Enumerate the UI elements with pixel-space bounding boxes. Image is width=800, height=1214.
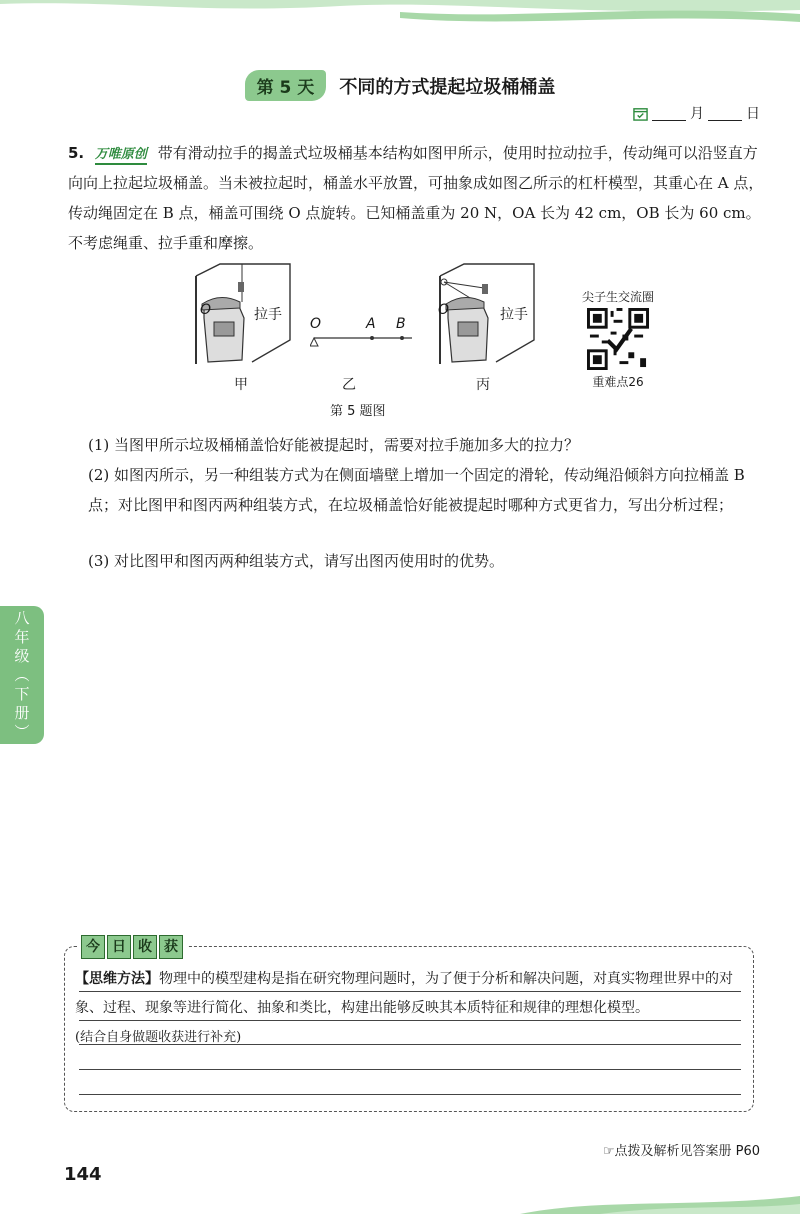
method-label: 【思维方法】 <box>75 971 159 987</box>
label-o-jia: O <box>200 302 212 318</box>
page-title: 不同的方式提起垃圾桶桶盖 <box>339 76 556 98</box>
method-text: 物理中的模型建构是指在研究物理问题时，为了便于分析和解决问题，对真实物理世界中的对象、过程、现象等进行简化、抽象和类比，构建出能够反映其本质特征和规律的理想化模型。 <box>75 971 733 1016</box>
side-tab-char: ︶ <box>14 722 30 741</box>
summary-note: (结合自身做题收获进行补充) <box>75 1030 242 1045</box>
rule-line <box>79 991 741 992</box>
date-row <box>633 103 760 123</box>
question-figure <box>190 262 690 422</box>
side-tab-char: 下 <box>14 684 30 703</box>
qr-code-icon[interactable] <box>587 308 649 370</box>
daily-summary-box <box>64 939 754 1112</box>
summary-text <box>75 965 743 1052</box>
answer-reference: ☞点拨及解析见答案册 P60 <box>602 1144 760 1159</box>
question-number: 5. <box>68 144 85 162</box>
question-stem <box>68 138 768 258</box>
writing-line[interactable] <box>79 1069 741 1070</box>
figure-caption: 第 5 题图 <box>330 404 386 419</box>
qr-title: 尖子生交流圈 <box>581 290 654 304</box>
qr-block <box>570 288 666 390</box>
page-number: 144 <box>64 1164 102 1185</box>
label-o-yi: O <box>310 316 322 332</box>
label-handle-jia: 拉手 <box>254 307 282 323</box>
day-badge: 第 5 天 <box>245 70 327 101</box>
month-blank[interactable] <box>652 106 686 121</box>
rule-line <box>79 1020 741 1021</box>
subquestion-2: (2) 如图丙所示，另一种组装方式为在侧面墙壁上增加一个固定的滑轮，传动绳沿倾斜方向拉桶盖 B 点；对比图甲和图丙两种组装方式，在垃圾桶盖恰好能被提起时哪种方式更省力，写出分析过程； <box>88 466 745 514</box>
bottom-decoration <box>0 1190 800 1214</box>
side-tab-char: 八 <box>14 608 30 627</box>
side-tab-char: ︵ <box>14 665 30 684</box>
summary-heading <box>77 935 187 959</box>
side-tab-char: 年 <box>14 627 30 646</box>
label-handle-bing: 拉手 <box>500 307 528 323</box>
caption-yi: 乙 <box>342 377 356 393</box>
figure-yi-lever <box>310 332 420 352</box>
writing-line[interactable] <box>79 1044 741 1045</box>
label-o-bing: O <box>438 302 450 318</box>
subquestion-1: (1) 当图甲所示垃圾桶桶盖恰好能被提起时，需要对拉手施加多大的拉力？ <box>88 436 580 454</box>
question-text: 带有滑动拉手的揭盖式垃圾桶基本结构如图甲所示，使用时拉动拉手，传动绳可以沿竖直方向向上拉起垃圾桶盖。当未被拉起时，桶盖水平放置，可抽象成如图乙所示的杠杆模型，其重心在 A 点，传动绳固定在 B 点，桶盖可围绕 O 点旋转。已知桶盖重为 20 N，OA 长为 42 cm，OB 长为 60 cm。不考虑绳重、拉手重和摩擦。 <box>68 144 764 252</box>
side-tab-char: 级 <box>14 646 30 665</box>
day-label: 日 <box>746 106 760 122</box>
label-a-yi: A <box>366 316 376 332</box>
grade-side-tab <box>0 606 44 744</box>
title-row <box>0 70 800 101</box>
original-tag: 万唯原创 <box>95 147 147 165</box>
summary-heading-char: 今 <box>81 935 105 959</box>
label-b-yi: B <box>396 316 406 332</box>
caption-bing: 丙 <box>476 377 490 393</box>
caption-jia: 甲 <box>234 377 248 393</box>
summary-heading-char: 日 <box>107 935 131 959</box>
writing-line[interactable] <box>79 1094 741 1095</box>
day-blank[interactable] <box>708 106 742 121</box>
summary-heading-char: 获 <box>159 935 183 959</box>
calendar-icon <box>633 106 648 121</box>
top-decoration <box>0 0 800 30</box>
side-tab-char: 册 <box>14 703 30 722</box>
qr-subtitle: 重难点26 <box>592 375 644 389</box>
subquestion-3: (3) 对比图甲和图丙两种组装方式，请写出图丙使用时的优势。 <box>88 552 505 570</box>
month-label: 月 <box>690 106 704 122</box>
summary-heading-char: 收 <box>133 935 157 959</box>
